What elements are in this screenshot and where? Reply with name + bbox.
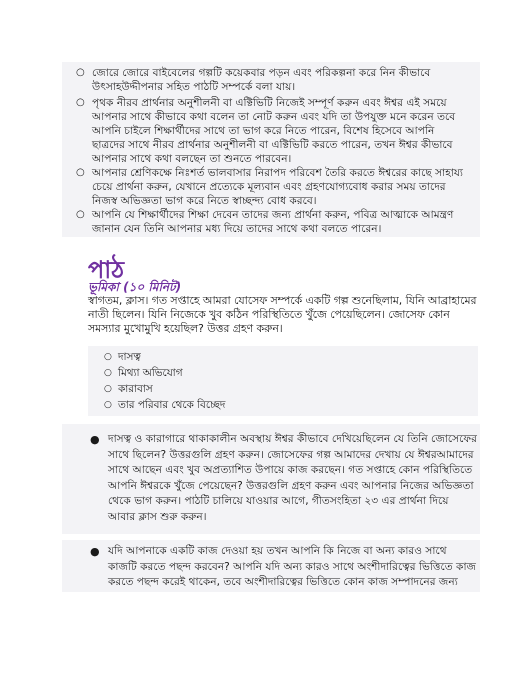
answer-text: কারাবাস: [118, 383, 153, 395]
circle-bullet-icon: ○: [76, 67, 85, 78]
answer-text: মিথ্যা অভিযোগ: [118, 367, 183, 379]
circle-bullet-icon: ○: [104, 400, 112, 410]
answer-item-1: [104, 350, 348, 364]
circle-bullet-icon: ○: [76, 97, 85, 108]
answer-item-3: [104, 382, 348, 396]
answer-item-4: [104, 398, 348, 412]
section-subtitle: ভূমিকা (১০ মিনিট): [88, 280, 182, 294]
answer-text: তার পরিবার থেকে বিচ্ছেদ: [118, 399, 226, 411]
answer-text: দাসত্ব: [118, 351, 141, 363]
circle-bullet-icon: ○: [76, 167, 85, 178]
prep-item-3: [76, 166, 470, 208]
answer-item-2: [104, 366, 348, 380]
prep-item-text: জোরে জোরে বাইবেলের গল্পটি কয়েকবার পড়ন এবং পরিকল্পনা করে নিন কীভাবে উৎসাহউদ্দীপনার সহিত পাঠটি সম্পর্কে বলা যায়।: [92, 67, 431, 93]
circle-bullet-icon: ○: [104, 384, 112, 394]
bullet-item-1: [90, 432, 478, 525]
bullet-item-2: [90, 544, 478, 591]
prep-item-4: [76, 208, 470, 236]
circle-bullet-icon: ○: [104, 352, 112, 362]
filled-bullet-icon: ●: [90, 545, 100, 558]
prep-item-2: [76, 96, 470, 166]
bullet-text: দাসত্ব ও কারাগারে থাকাকালীন অবস্থায় ঈশ্বর কীভাবে দেখিয়েছিলেন যে তিনি জোসেফের সাথে ছিলেন? উত্তরগুলি গ্রহণ করুন। জোসেফের গল্প আমাদের দেখায় যে ঈশ্বরআমাদের সাথে আছেন এবং খুব অপ্রত্যাশিত উপায়ে কাজ করছেন। গত সপ্তাহে কোন পরিস্থিতিতে আপনি ঈশ্বরকে খুঁজে পেয়েছেন? উত্তরগুলি গ্রহণ করুন এবং আপনার নিজের অভিজ্ঞতা থেকে ভাগ করুন। পাঠটি চালিয়ে যাওয়ার আগে, গীতসংহিতা ২৩ এর প্রার্থনা দিয়ে আবার ক্লাস শুরু করুন।: [108, 433, 477, 523]
prep-item-1: [76, 66, 470, 94]
prep-item-text: পৃথক নীরব প্রার্থনার অনুশীলনী বা এক্টিভিটি নিজেই সম্পূর্ণ করুন এবং ঈশ্বর এই সময়ে আপনার সাথে কীভাবে কথা বলেন তা নোট করুন এবং যদি তা উপযুক্ত মনে করেন তবে আপনি চাইলে শিক্ষার্থীদের সাথে তা ভাগ করে নিতে পারেন, বিশেষ হিসেবে আপনি ছাত্রদের সাথে নীরব প্রার্থনার অনুশীলনী বা এক্টিভিটি করতে পারেন, তখন ঈশ্বর কীভাবে আপনার সাথে কথা বলছেন তা শুনতে পারবেন।: [92, 97, 456, 165]
circle-bullet-icon: ○: [76, 209, 85, 220]
bullet-text: যদি আপনাকে একটি কাজ দেওয়া হয় তখন আপনি কি নিজে বা অন্য কারও সাথে কাজটি করতে পছন্দ করবেন? আপনি যদি অন্য কারও সাথে অংশীদারিত্বের ভিত্তিতে কাজ করতে পছন্দ করেই থাকেন, তবে অংশীদারিত্বের ভিত্তিতে কোন কাজ সম্পাদনের জন্য: [108, 545, 477, 588]
filled-bullet-icon: ●: [90, 433, 100, 446]
section-title: পাঠ: [88, 256, 125, 284]
prep-item-text: আপনি যে শিক্ষার্থীদের শিক্ষা দেবেন তাদের জন্য প্রার্থনা করুন, পবিত্র আত্মাকে আমন্ত্রণ জানান যেন তিনি আপনার মধ্য দিয়ে তাদের সাথে কথা বলতে পারেন।: [92, 209, 454, 235]
intro-paragraph: স্বাগতম, ক্লাস। গত সপ্তাহে আমরা যোসেফ সম্পর্কে একটি গল্প শুনেছিলাম, যিনি আব্রাহামের নাতী ছিলেন। যিনি নিজেকে খুব কঠিন পরিস্থিতিতে খুঁজে পেয়েছিলেন। জোসেফ কোন সমস্যার মুখোমুখি হয়েছিল? উত্তর গ্রহণ করুন।: [88, 294, 477, 336]
circle-bullet-icon: ○: [104, 368, 112, 378]
prep-item-text: আপনার শ্রেণিকক্ষে নিঃশর্ত ভালবাসার নিরাপদ পরিবেশ তৈরি করতে ঈশ্বরের কাছে সাহায্য চেয়ে প্রার্থনা করুন, যেখানে প্রত্যেকে মূল্যবান এবং গ্রহণযোগ্যবোধ করার সময় তাদের নিজস্ব অভিজ্ঞতা ভাগ করে নিতে স্বাচ্ছন্দ্য বোধ করবে।: [92, 167, 464, 207]
